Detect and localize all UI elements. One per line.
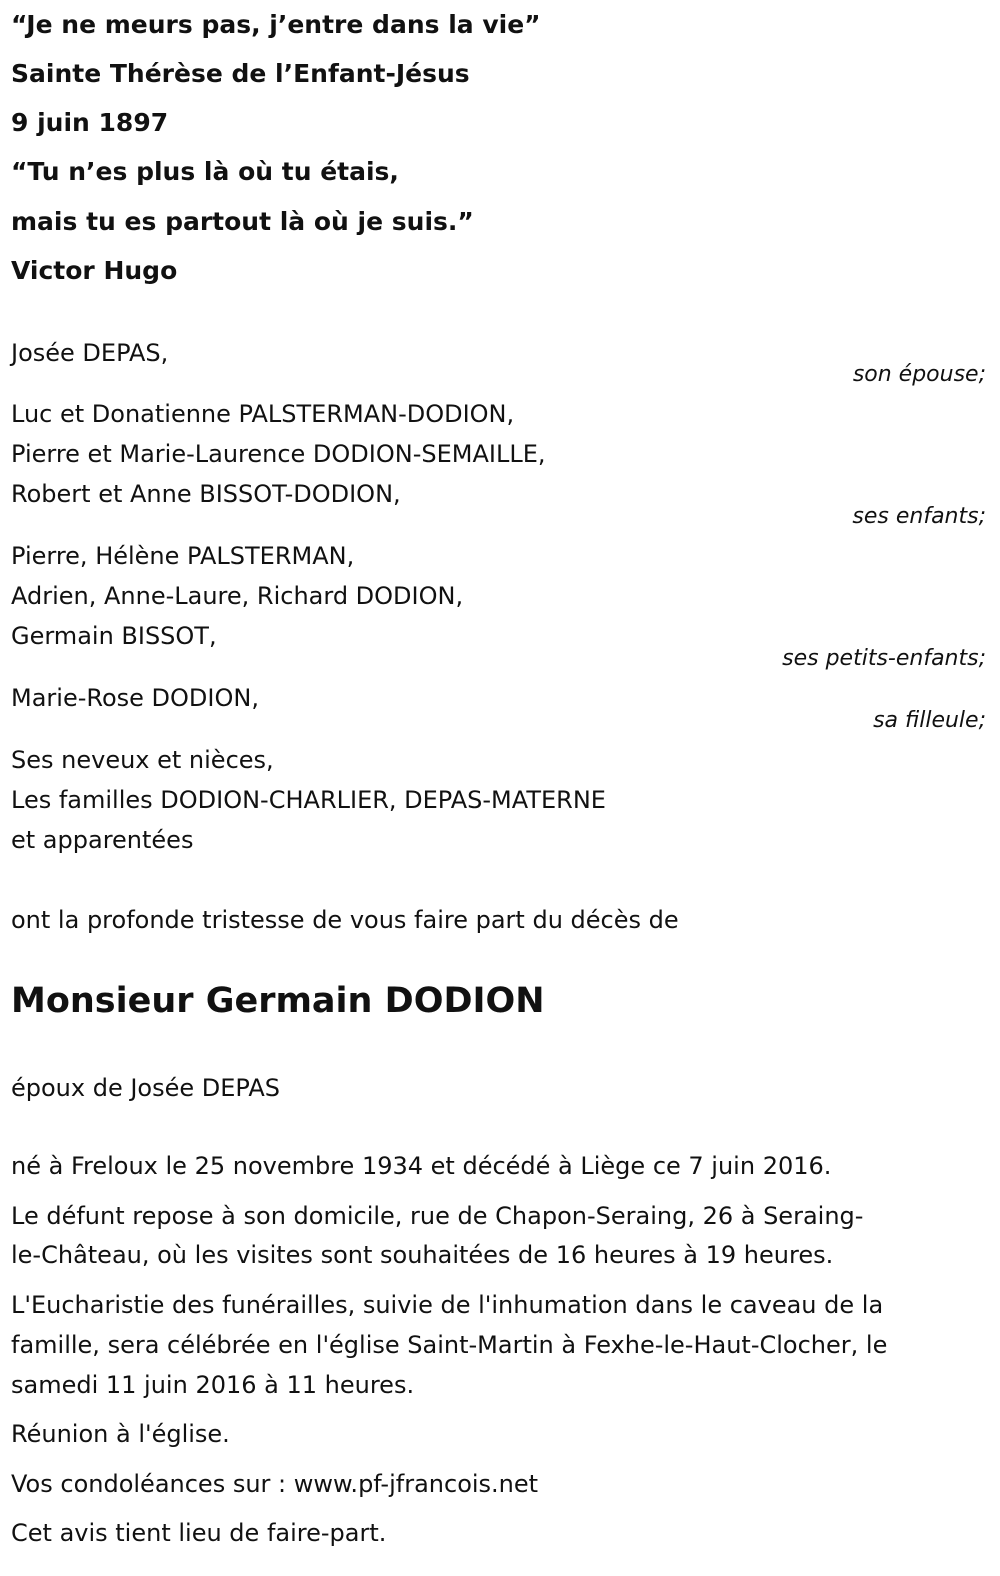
meeting-info: Réunion à l'église.	[11, 1420, 230, 1448]
quote-hugo-line-2: mais tu es partout là où je suis.”	[11, 207, 474, 236]
quote-hugo-line-1: “Tu n’es plus là où tu étais,	[11, 157, 399, 186]
deceased-name: Monsieur Germain DODION	[11, 981, 545, 1021]
repose-info-line: le-Château, où les visites sont souhaitées de 16 heures à 19 heures.	[11, 1241, 834, 1269]
funeral-info-line: samedi 11 juin 2016 à 11 heures.	[11, 1371, 415, 1399]
funeral-info-line: L'Eucharistie des funérailles, suivie de l'inhumation dans le caveau de la	[11, 1291, 884, 1319]
goddaughter-role: sa filleule;	[873, 708, 986, 733]
grandchildren-role: ses petits-enfants;	[782, 646, 986, 671]
children-role: ses enfants;	[852, 504, 986, 529]
grandchild-name: Pierre, Hélène PALSTERMAN,	[11, 542, 355, 570]
birth-death-info: né à Freloux le 25 novembre 1934 et décédé à Liège ce 7 juin 2016.	[11, 1152, 832, 1180]
child-name: Luc et Donatienne PALSTERMAN-DODION,	[11, 400, 515, 428]
funeral-info-line: famille, sera célébrée en l'église Saint-Martin à Fexhe-le-Haut-Clocher, le	[11, 1331, 888, 1359]
announcement: ont la profonde tristesse de vous faire part du décès de	[11, 906, 679, 934]
quote-therese-date: 9 juin 1897	[11, 108, 169, 137]
condolences-info: Vos condoléances sur : www.pf-jfrancois.net	[11, 1470, 539, 1498]
spouse-role: son épouse;	[852, 362, 986, 387]
child-name: Pierre et Marie-Laurence DODION-SEMAILLE,	[11, 440, 546, 468]
notice-info: Cet avis tient lieu de faire-part.	[11, 1519, 387, 1547]
other-relatives-line: Les familles DODION-CHARLIER, DEPAS-MATERNE	[11, 786, 606, 814]
quote-hugo-author: Victor Hugo	[11, 256, 178, 285]
grandchild-name: Adrien, Anne-Laure, Richard DODION,	[11, 582, 464, 610]
deceased-relation: époux de Josée DEPAS	[11, 1074, 281, 1102]
other-relatives-line: Ses neveux et nièces,	[11, 746, 274, 774]
quote-therese: “Je ne meurs pas, j’entre dans la vie”	[11, 10, 541, 39]
quote-therese-author: Sainte Thérèse de l’Enfant-Jésus	[11, 59, 470, 88]
repose-info-line: Le défunt repose à son domicile, rue de Chapon-Seraing, 26 à Seraing-	[11, 1202, 864, 1230]
spouse-name: Josée DEPAS,	[11, 339, 169, 367]
child-name: Robert et Anne BISSOT-DODION,	[11, 480, 401, 508]
other-relatives-line: et apparentées	[11, 826, 194, 854]
grandchild-name: Germain BISSOT,	[11, 622, 217, 650]
goddaughter-name: Marie-Rose DODION,	[11, 684, 259, 712]
